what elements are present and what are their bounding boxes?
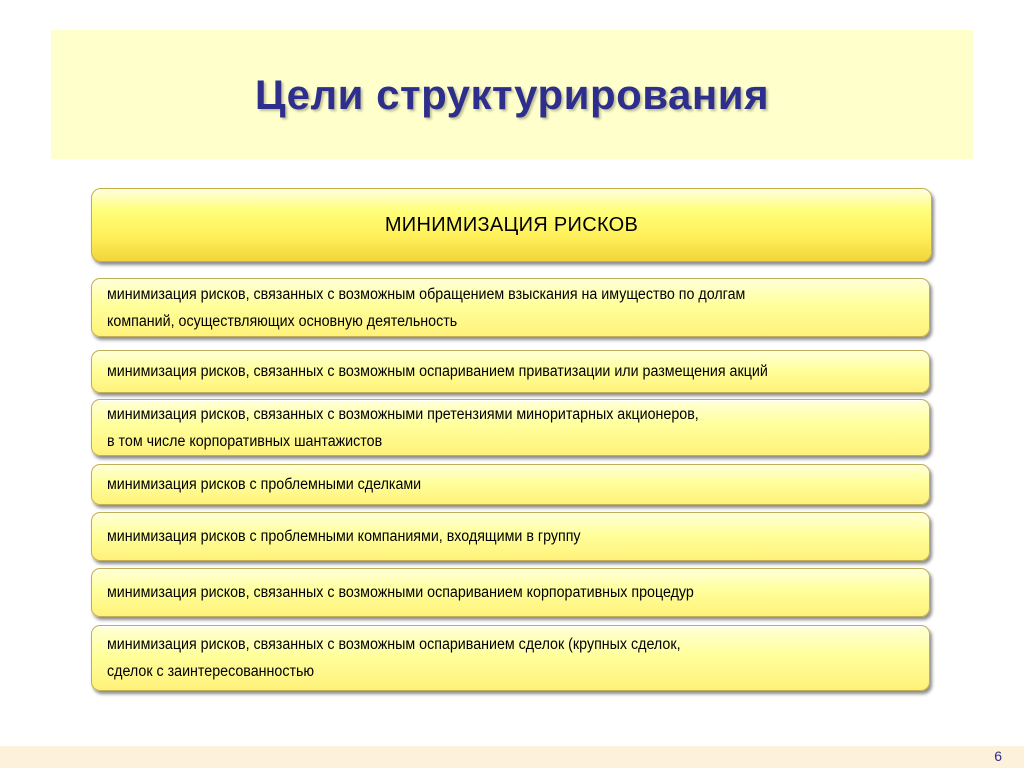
risk-item-3 — [91, 399, 930, 456]
section-header-bar — [91, 188, 932, 262]
risk-item-text-line: минимизация рисков с проблемными компаниями, входящими в группу — [107, 528, 581, 545]
risk-item-text-line: компаний, осуществляющих основную деятельность — [107, 312, 458, 330]
risk-item-text-line: минимизация рисков, связанных с возможными претензиями миноритарных акционеров, — [107, 405, 699, 423]
risk-item-text-line: сделок с заинтересованностью — [107, 663, 315, 680]
page-title: Цели структурирования — [254, 70, 770, 118]
risk-item-text-line: минимизация рисков, связанных с возможными оспариванием корпоративных процедур — [107, 584, 694, 601]
risk-item-1 — [91, 278, 930, 337]
risk-item-text-line: минимизация рисков, связанных с возможным оспариванием сделок (крупных сделок, — [107, 636, 681, 653]
risk-item-7 — [91, 625, 930, 691]
risk-item-5 — [91, 512, 930, 561]
risk-item-6 — [91, 568, 930, 617]
footer-band — [0, 746, 1024, 768]
risk-item-4 — [91, 464, 930, 505]
risk-item-text-line: минимизация рисков, связанных с возможным оспариванием приватизации или размещения акций — [107, 363, 768, 380]
risk-item-text-line: минимизация рисков, связанных с возможным обращением взыскания на имущество по долгам — [107, 285, 746, 303]
section-header-text: МИНИМИЗАЦИЯ РИСКОВ — [384, 213, 639, 236]
title-band — [51, 30, 973, 159]
page-number: 6 — [994, 748, 1002, 764]
risk-item-text-line: минимизация рисков с проблемными сделками — [107, 476, 422, 493]
risk-item-2 — [91, 350, 930, 393]
risk-item-text-line: в том числе корпоративных шантажистов — [107, 432, 383, 450]
